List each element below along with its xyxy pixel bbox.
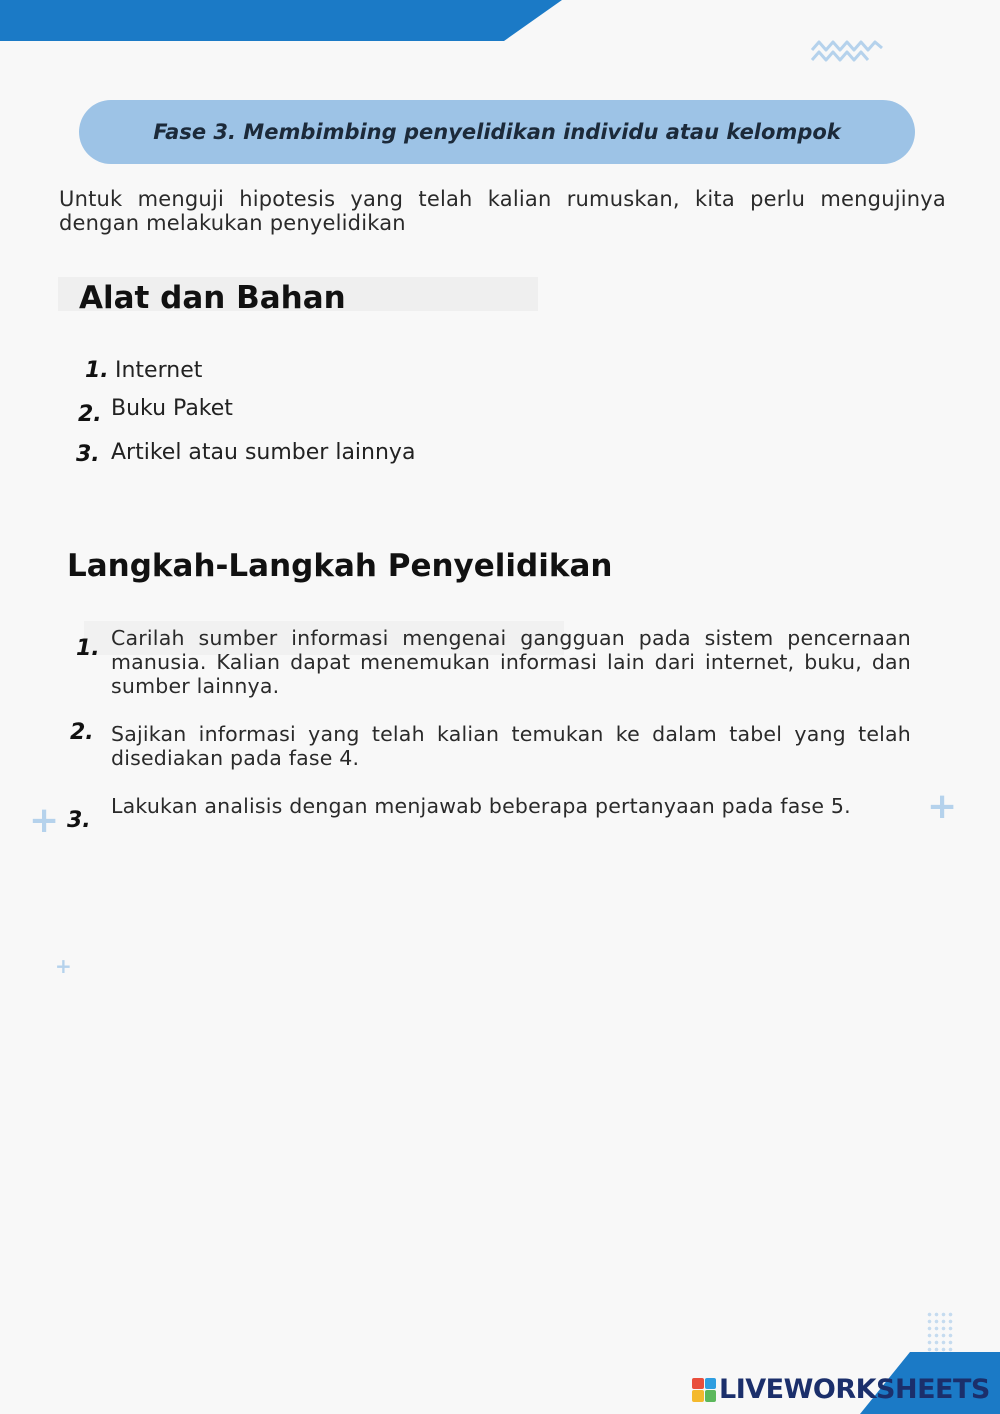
tools-heading: Alat dan Bahan [79,280,346,316]
step-item: Lakukan analisis dengan menjawab beberapa pertanyaan pada fase 5. [111,794,851,818]
plus-icon: + [927,786,958,827]
liveworksheets-brand [692,1374,990,1405]
zigzag-icon [810,36,884,64]
tool-item-internet: Internet [115,358,203,383]
dots-pattern [926,1311,954,1355]
plus-icon: + [29,800,60,841]
plus-icon: + [55,954,72,978]
tool-number: 1. [85,358,109,383]
liveworksheets-logo [692,1378,716,1402]
phase-title: Fase 3. Membimbing penyelidikan individu atau kelompok [79,100,915,164]
tool-item-article: Artikel atau sumber lainnya [111,440,416,465]
step-number: 2. [70,720,94,745]
step-number: 3. [67,808,91,833]
intro-paragraph: Untuk menguji hipotesis yang telah kalian rumuskan, kita perlu mengujinya dengan melakukan penyelidikan [59,187,946,235]
tool-number: 3. [76,442,100,467]
brand-text: LIVEWORKSHEETS [719,1374,990,1405]
step-item: Sajikan informasi yang telah kalian temukan ke dalam tabel yang telah disediakan pada fase 4. [111,722,911,770]
steps-heading: Langkah-Langkah Penyelidikan [67,548,613,584]
step-item: Carilah sumber informasi mengenai gangguan pada sistem pencernaan manusia. Kalian dapat menemukan informasi lain dari internet, buku, dan sumber lainnya. [111,626,911,698]
tool-item-book: Buku Paket [111,396,233,421]
tool-number: 2. [78,402,102,427]
step-number: 1. [76,636,100,661]
